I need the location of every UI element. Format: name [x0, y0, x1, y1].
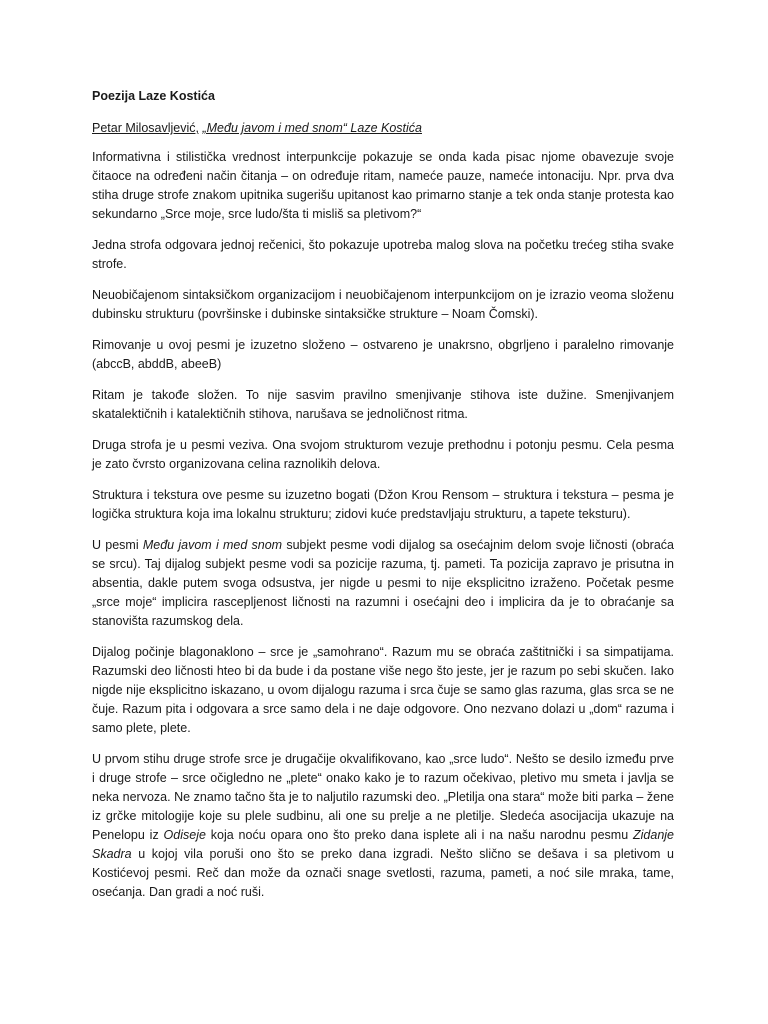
- paragraph: [92, 436, 674, 474]
- paragraph: [92, 486, 674, 524]
- document-subtitle: [92, 120, 674, 136]
- paragraph-text: U pesmi: [92, 538, 143, 552]
- paragraph-text: Jedna strofa odgovara jednoj rečenici, što pokazuje upotreba malog slova na početku trećeg stiha svake strofe.: [92, 238, 674, 271]
- paragraph-text: u kojoj vila poruši ono što se preko dana izgradi. Nešto slično se dešava i sa pletivom u Kostićevoj pesmi. Reč dan može da označi snage svetlosti, razuma, pameti, a noć sile mraka, tame, osećanja. Dan gradi a noć ruši.: [92, 847, 674, 899]
- paragraph: [92, 286, 674, 324]
- paragraph-text: Struktura i tekstura ove pesme su izuzetno bogati (Džon Krou Rensom – struktura i tekstura – pesma je logička struktura koja ima lokalnu strukturu; zidovi kuće predstavljaju strukturu, a tapete teksturu).: [92, 488, 674, 521]
- italic-title-text: Među javom i med snom: [142, 538, 283, 552]
- paragraph: [92, 643, 674, 738]
- italic-title-text: Zidanje Skadra: [92, 828, 674, 861]
- paragraph: [92, 386, 674, 424]
- paragraph: [92, 536, 674, 631]
- paragraph-text: Dijalog počinje blagonaklono – srce je „samohrano“. Razum mu se obraća zaštitnički i sa simpatijama. Razumski deo ličnosti hteo bi da bude i da postane više nego što jeste, jer je razum po sebi skučen. Iako nigde nije eksplicitno iskazano, u ovom dijalogu razuma i srca čuje se samo glas razuma, glas srca se ne čuje. Razum pita i odgovara a srce samo dela i ne daje odgovore. Ono nezvano dolazi u „dom“ razuma i samo plete, plete.: [92, 645, 674, 735]
- paragraph-text: Informativna i stilistička vrednost interpunkcije pokazuje se onda kada pisac njome obavezuje svoje čitaoce na određeni način čitanja – on određuje ritam, nameće pauze, nameće intonaciju. Npr. prva dva stiha druge strofe znakom upitnika sugerišu upitanost kao primarno stanje a tek onda stanje protesta kao sekundarno „Srce moje, srce ludo/šta ti misliš sa pletivom?“: [92, 150, 674, 221]
- subtitle-author: Petar Milosavljević,: [92, 121, 199, 135]
- paragraph-text: Druga strofa je u pesmi veziva. Ona svojom strukturom vezuje prethodnu i potonju pesmu. Cela pesma je zato čvrsto organizovana celina raznolikih delova.: [92, 438, 674, 471]
- paragraph: [92, 236, 674, 274]
- paragraph-text: koja noću opara ono što preko dana isplete ali i na našu narodnu pesmu: [205, 828, 633, 842]
- paragraph-text: Ritam je takođe složen. To nije sasvim pravilno smenjivanje stihova iste dužine. Smenjivanjem skatalektičnih i katalektičnih stihova, narušava se jednoličnost ritma.: [92, 388, 674, 421]
- paragraph-text: subjekt pesme vodi dijalog sa osećajnim delom svoje ličnosti (obraća se srcu). Taj dijalog subjekt pesme vodi sa pozicije razuma, tj. pameti. Ta pozicija zapravo je prisutna in absentia, dakle putem svoga odsustva, jer nigde u pesmi to nije eksplicitno izraženo. Početak pesme „srce moje“ implicira rascepljenost ličnosti na razumni i osećajni deo i implicira da je to obraćanje sa stanovišta razumskog dela.: [92, 538, 674, 628]
- subtitle-work: „Među javom i med snom“ Laze Kostića: [202, 121, 422, 135]
- italic-title-text: Odiseje: [163, 828, 206, 842]
- paragraph: [92, 336, 674, 374]
- paragraph: [92, 148, 674, 224]
- document-body: [92, 148, 674, 902]
- paragraph-text: Rimovanje u ovoj pesmi je izuzetno složeno – ostvareno je unakrsno, obgrljeno i paralelno rimovanje (abccB, abddB, abeeB): [92, 338, 674, 371]
- document-page: [92, 88, 674, 914]
- document-title: Poezija Laze Kostića: [92, 89, 215, 103]
- paragraph-text: Neuobičajenom sintaksičkom organizacijom i neuobičajenom interpunkcijom on je izrazio veoma složenu dubinsku strukturu (površinske i dubinske sintaksičke strukture – Noam Čomski).: [92, 288, 674, 321]
- paragraph-text: U prvom stihu druge strofe srce je drugačije okvalifikovano, kao „srce ludo“. Nešto se desilo između prve i druge strofe – srce očigledno ne „plete“ onako kako je to razum očekivao, pletivo mu smeta i javlja se neka nervoza. Ne znamo tačno šta je to naljutilo razumski deo. „Pletilja ona stara“ može biti parka – žene iz grčke mitologije koje su plele sudbinu, ali one su prelje a ne pletilje. Sledeća asocijacija ukazuje na Penelopu iz: [92, 752, 674, 842]
- paragraph: [92, 750, 674, 902]
